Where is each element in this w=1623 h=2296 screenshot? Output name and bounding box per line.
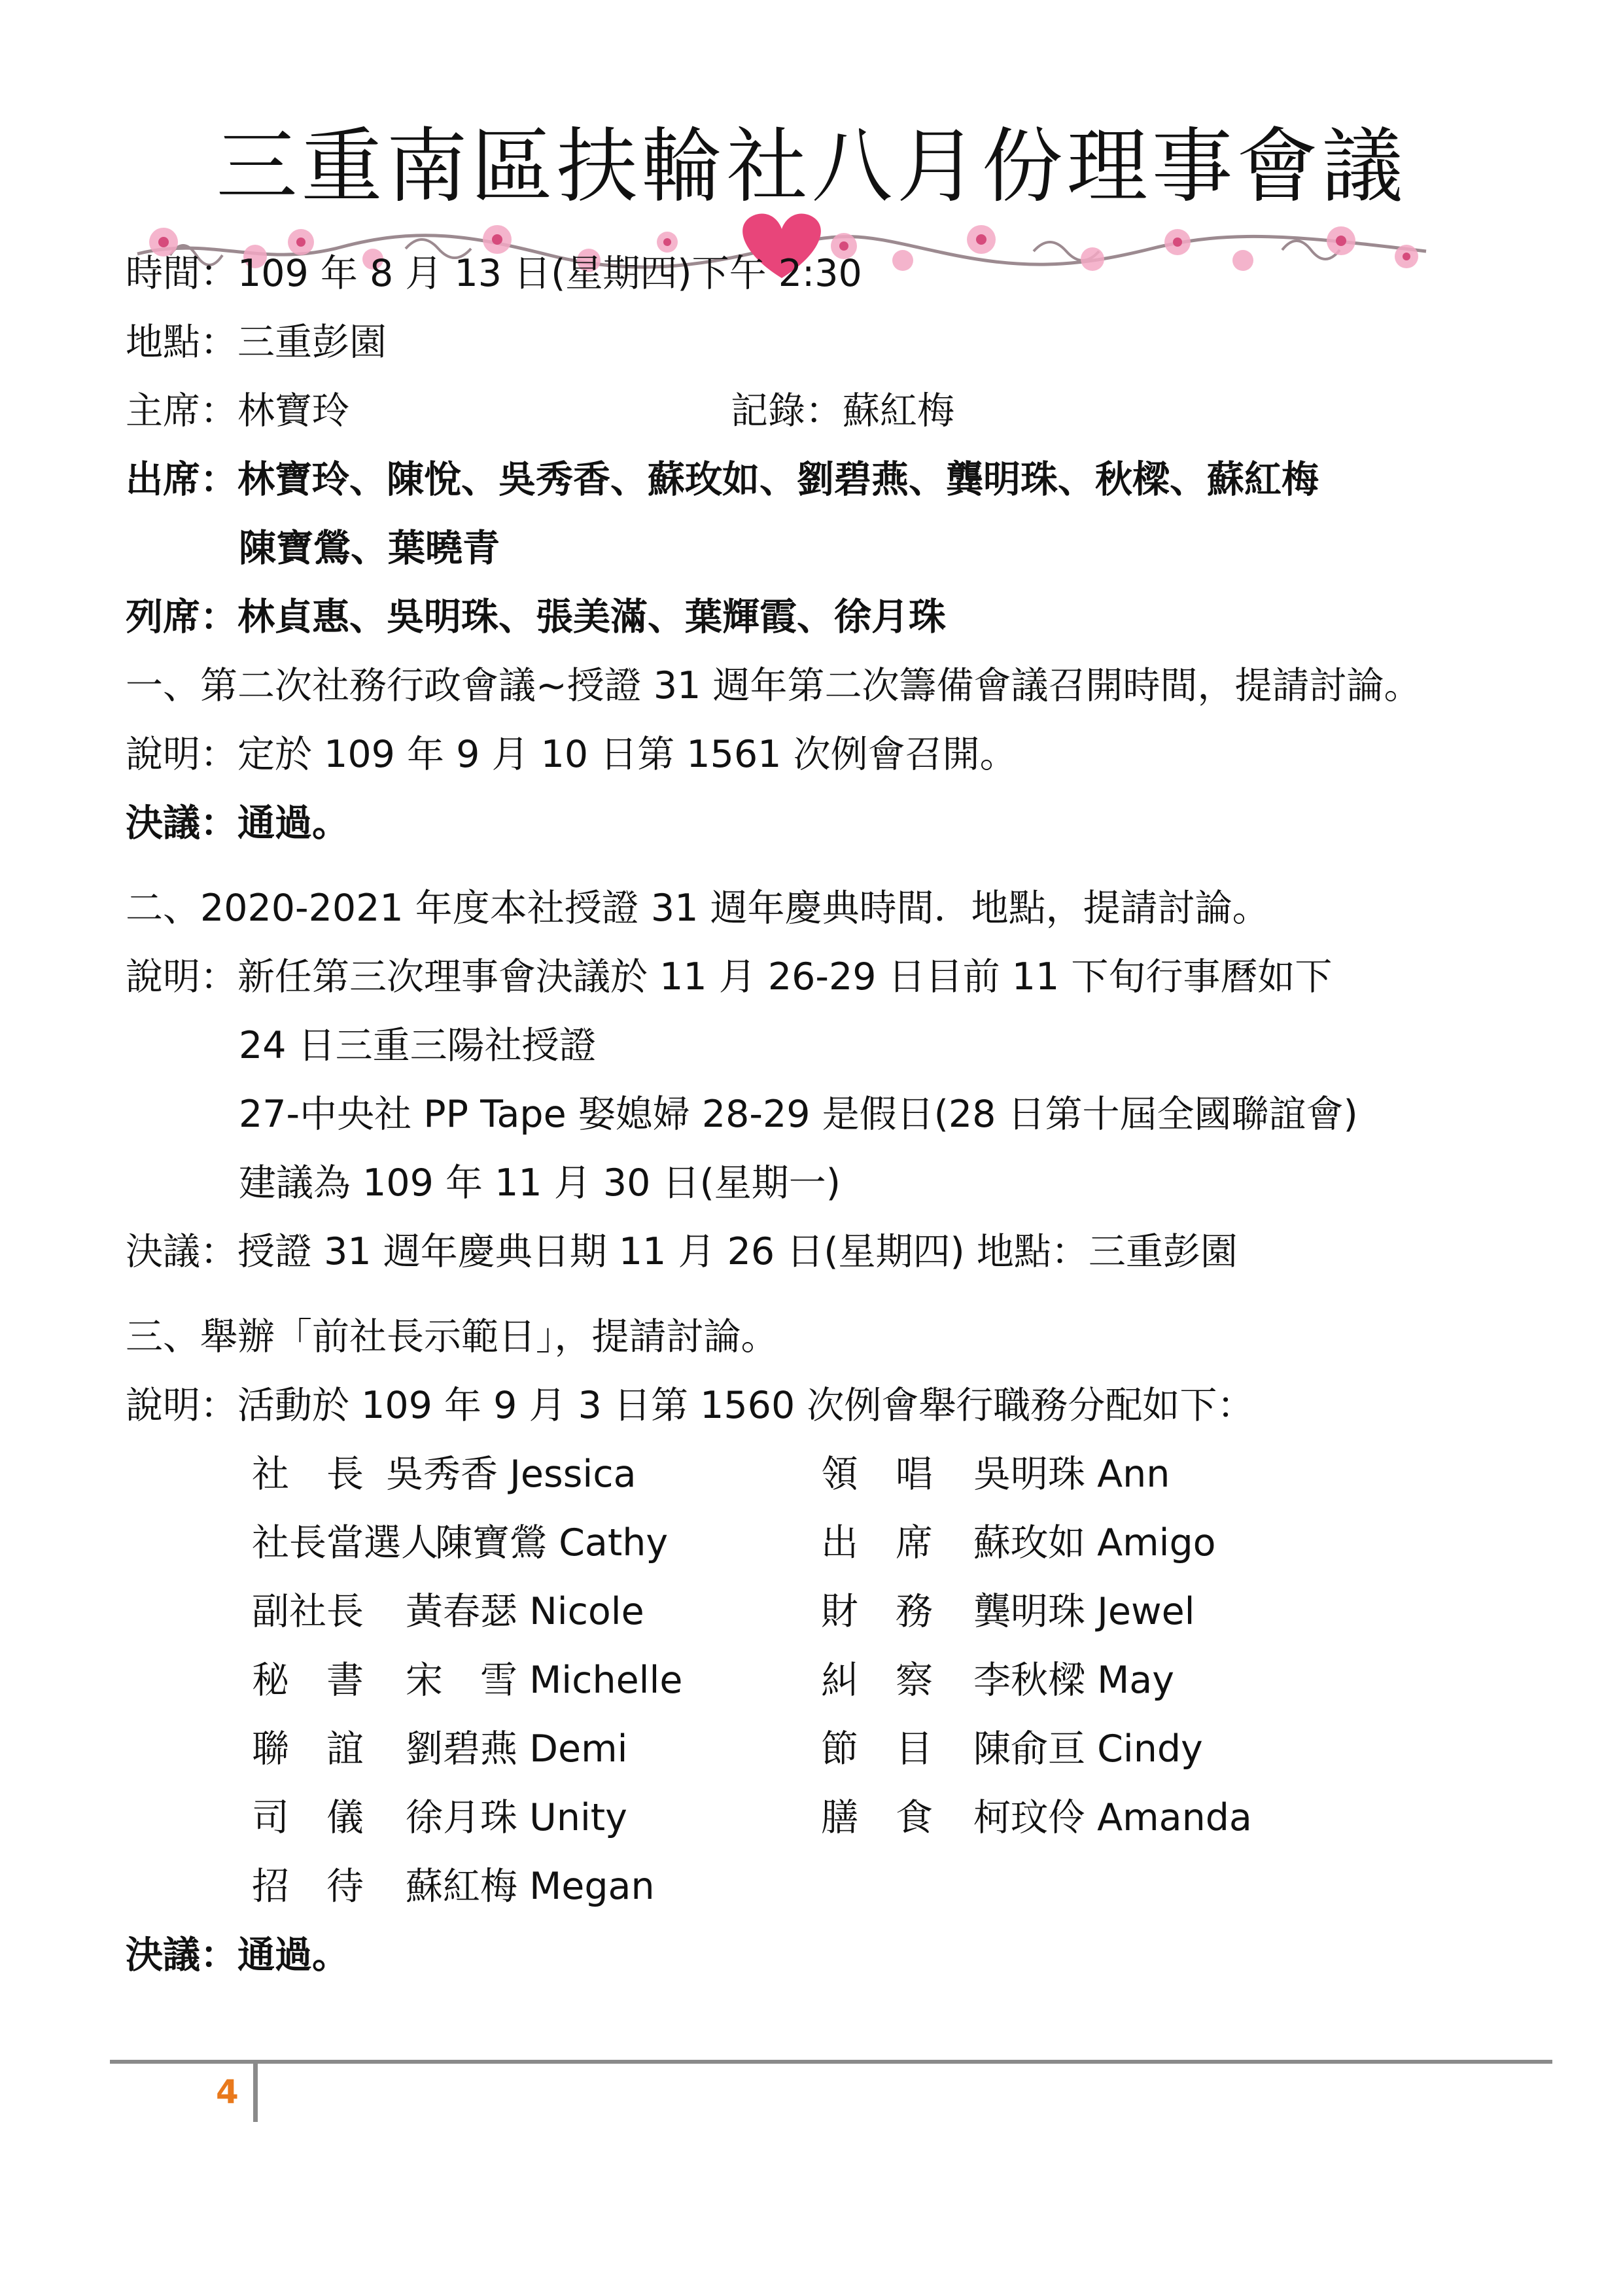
- role-person: 龔明珠 Jewel: [973, 1590, 1195, 1633]
- role-label: 財 務: [821, 1590, 933, 1633]
- role-label: 社 長: [252, 1453, 364, 1496]
- role-person: 吳秀香 Jessica: [386, 1453, 637, 1496]
- attendees-line-1: 出席：林寶玲、陳悅、吳秀香、蘇玫如、劉碧燕、龔明珠、秋樑、蘇紅梅: [126, 458, 1319, 501]
- item-2-topic: 二、2020-2021 年度本社授證 31 週年慶典時間．地點，提請討論。: [126, 887, 1270, 930]
- meeting-place: 地點：三重彭園: [126, 321, 387, 364]
- role-label: 司 儀: [252, 1796, 364, 1839]
- role-person: 李秋樑 May: [973, 1659, 1174, 1702]
- meeting-chair: 主席：林寶玲: [126, 389, 349, 433]
- item-2-note: 說明：新任第三次理事會決議於 11 月 26-29 日目前 11 下旬行事曆如下: [126, 955, 1333, 998]
- item-3-resolution: 決議：通過。: [126, 1934, 349, 1977]
- item-1-resolution: 決議：通過。: [126, 802, 349, 845]
- role-person: 陳寶鶯 Cathy: [435, 1521, 669, 1564]
- item-1-note: 說明：定於 109 年 9 月 10 日第 1561 次例會召開。: [126, 733, 1017, 776]
- item-2-note-line: 24 日三重三陽社授證: [239, 1024, 597, 1067]
- role-label: 領 唱: [821, 1453, 933, 1496]
- role-label: 副社長: [252, 1590, 364, 1633]
- item-2-note-line: 建議為 109 年 11 月 30 日(星期一): [239, 1161, 841, 1205]
- role-person: 柯玟伶 Amanda: [973, 1796, 1252, 1839]
- item-1-topic: 一、第二次社務行政會議~授證 31 週年第二次籌備會議召開時間，提請討論。: [126, 664, 1422, 707]
- page-number: 4: [216, 2073, 239, 2111]
- role-person: 蘇玫如 Amigo: [973, 1521, 1216, 1564]
- role-person: 徐月珠 Unity: [406, 1796, 627, 1839]
- role-person: 宋 雪 Michelle: [406, 1659, 683, 1702]
- role-person: 吳明珠 Ann: [973, 1453, 1170, 1496]
- observers-line: 列席：林貞惠、吳明珠、張美滿、葉輝霞、徐月珠: [126, 595, 946, 639]
- role-label: 聯 誼: [252, 1727, 364, 1771]
- role-label: 招 待: [252, 1865, 364, 1908]
- item-3-topic: 三、舉辦「前社長示範日」，提請討論。: [126, 1315, 778, 1358]
- attendees-line-2: 陳寶鶯、葉曉青: [239, 527, 500, 570]
- role-label: 社長當選人: [252, 1521, 438, 1564]
- meeting-recorder: 記錄：蘇紅梅: [731, 389, 954, 433]
- item-2-resolution: 決議：授證 31 週年慶典日期 11 月 26 日(星期四) 地點：三重彭園: [126, 1230, 1238, 1273]
- role-label: 出 席: [821, 1521, 933, 1564]
- footer-rule: [110, 2060, 1552, 2064]
- role-label: 膳 食: [821, 1796, 933, 1839]
- page-title: 三重南區扶輪社八月份理事會議: [216, 120, 1407, 214]
- footer-divider: [253, 2060, 258, 2122]
- role-label: 節 目: [821, 1727, 933, 1771]
- role-person: 蘇紅梅 Megan: [406, 1865, 655, 1908]
- role-person: 陳俞亘 Cindy: [973, 1727, 1203, 1771]
- role-person: 劉碧燕 Demi: [406, 1727, 628, 1771]
- role-label: 秘 書: [252, 1659, 364, 1702]
- role-person: 黃春瑟 Nicole: [406, 1590, 644, 1633]
- item-2-note-line: 27-中央社 PP Tape 娶媳婦 28-29 是假日(28 日第十屆全國聯誼會): [239, 1093, 1358, 1136]
- item-3-note: 說明：活動於 109 年 9 月 3 日第 1560 次例會舉行職務分配如下：: [126, 1384, 1255, 1427]
- meeting-time: 時間：109 年 8 月 13 日(星期四)下午 2:30: [126, 252, 862, 295]
- role-label: 糾 察: [821, 1659, 933, 1702]
